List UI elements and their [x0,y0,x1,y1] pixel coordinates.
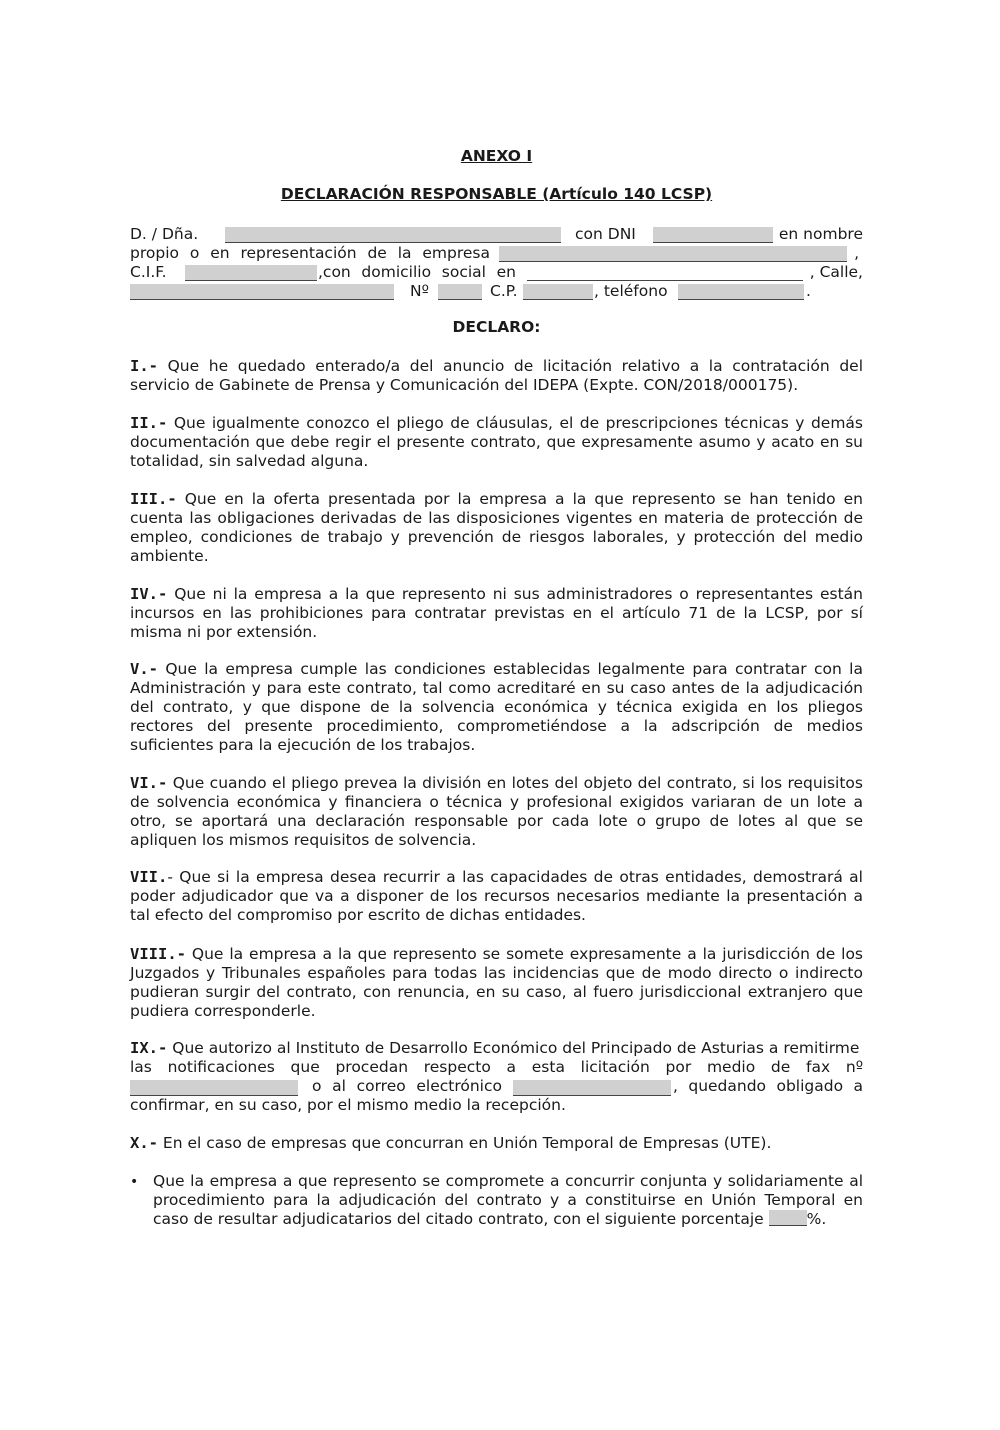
clause-ix-line1: IX.- Que autorizo al Instituto de Desarrollo Económico del Principado de Asturias a remitirme [130,1039,860,1057]
annex-title: ANEXO I [460,147,533,165]
dni-field[interactable] [653,227,773,243]
email-field[interactable] [513,1080,671,1096]
telefono-field[interactable] [678,284,804,300]
cp-field[interactable] [523,284,593,300]
form-line-company [130,243,863,263]
clause-iii: III.- Que en la oferta presentada por la empresa a la que represento se han tenido en cuenta las obligaciones derivadas de las disposiciones vigentes en materia de protección de empleo, condiciones de trabajo y prevención de riesgos laborales, y protección del medio ambiente. [130,490,863,565]
label-en-nombre: en nombre [778,225,863,243]
form-line-cif [130,262,863,282]
declaro-heading: DECLARO: [452,318,541,336]
label-telefono: , teléfono [594,282,668,300]
declaration-title: DECLARACIÓN RESPONSABLE (Artículo 140 LCSP) [280,185,713,203]
clause-i: I.- Que he quedado enterado/a del anuncio de licitación relativo a la contratación del servicio de Gabinete de Prensa y Comunicación del IDEPA (Expte. CON/2018/000175). [130,357,863,394]
name-field[interactable] [225,227,561,243]
fax-field[interactable] [130,1080,298,1096]
label-quedando: , quedando obligado a [673,1077,863,1095]
percentage-field[interactable] [769,1210,807,1226]
street-field[interactable] [130,284,394,300]
clause-vi: VI.- Que cuando el pliego prevea la división en lotes del objeto del contrato, si los requisitos de solvencia económica y financiera o técnica y profesional exigidos variaran de un lote a otro, se aportará una declaración responsable por cada lote o grupo de lotes al que se apliquen los mismos requisitos de solvencia. [130,774,863,849]
label-numero: Nº [410,282,429,300]
clause-iv: IV.- Que ni la empresa a la que represento ni sus administradores o representantes están incursos en las prohibiciones para contratar previstas en el artículo 71 de la LCSP, por sí misma ni por extensión. [130,585,863,641]
label-cif: C.I.F. [130,263,167,281]
comma: , [854,244,859,262]
clause-x: X.- En el caso de empresas que concurran en Unión Temporal de Empresas (UTE). [130,1134,772,1152]
clause-vii: VII.- Que si la empresa desea recurrir a las capacidades de otras entidades, demostrará al poder adjudicador que va a disponer de los recursos necesarios mediante la presentación a tal efecto del compromiso por escrito de dichas entidades. [130,868,863,924]
company-field[interactable] [499,246,847,262]
clause-ii: II.- Que igualmente conozco el pliego de cláusulas, el de prescripciones técnicas y demás documentación que debe regir el presente contrato, que expresamente asumo y acato en su totalidad, sin salvedad alguna. [130,414,863,470]
clause-ix-line4: confirmar, en su caso, por el mismo medio la recepción. [130,1096,566,1114]
cif-field[interactable] [185,265,317,281]
label-domicilio: ,con domicilio social en [318,263,516,281]
clause-v: V.- Que la empresa cumple las condiciones establecidas legalmente para contratar con la Administración y para este contrato, tal como acreditaré en su caso antes de la adjudicación del contrato, y que dispone de la solvencia económica y técnica exigida en los pliegos rectores del presente procedimiento, comprometiéndose a la adscripción de medios suficientes para la ejecución de los trabajos. [130,660,863,754]
label-calle: , Calle, [809,263,863,281]
domicilio-field[interactable] [527,265,803,281]
bullet-icon: • [130,1174,139,1190]
ute-bullet-item [130,1172,863,1232]
clause-ix-line2: las notificaciones que procedan respecto a esta licitación por medio de fax nº [130,1058,863,1076]
clause-viii: VIII.- Que la empresa a la que represento se somete expresamente a la jurisdicción de los Juzgados y Tribunales españoles para todas las incidencias que de modo directo o indirecto pudieran surgir del contrato, con renuncia, en su caso, al fuero jurisdiccional extranjero que pudiera corresponderle. [130,945,863,1020]
period: . [806,282,811,300]
form-line-address [130,281,863,301]
label-cp: C.P. [490,282,518,300]
label-name: D. / Dña. [130,225,199,243]
ute-bullet-text: Que la empresa a que represento se compromete a concurrir conjunta y solidariamente al procedimiento para la adjudicación del contrato y a constituirse en Unión Temporal en caso de resultar adjudicatarios del citado contrato, con el siguiente porcentaje %. [153,1172,863,1228]
label-correo: o al correo electrónico [312,1077,502,1095]
label-dni: con DNI [575,225,636,243]
form-line-name [130,224,863,244]
number-field[interactable] [438,284,482,300]
label-company: propio o en representación de la empresa [130,244,490,262]
